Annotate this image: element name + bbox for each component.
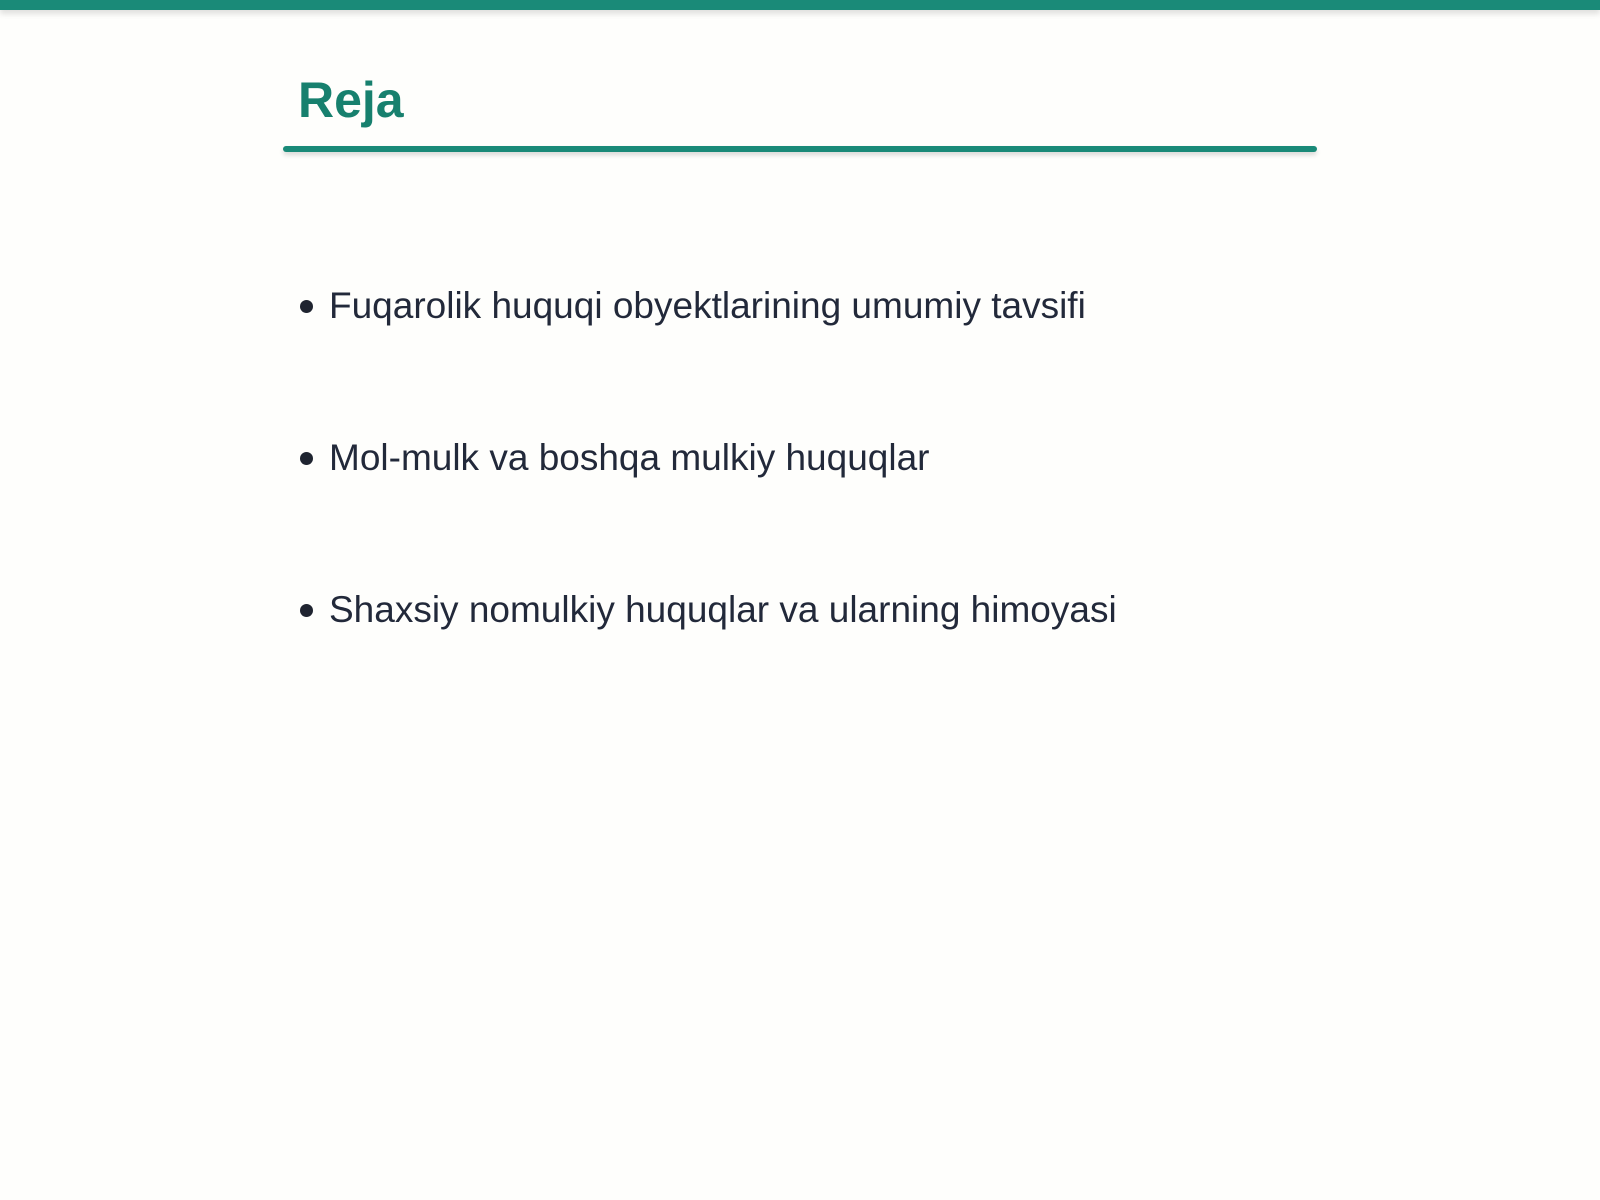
- bullet-icon: [300, 452, 313, 465]
- bullet-text: Mol-mulk va boshqa mulkiy huquqlar: [329, 437, 930, 478]
- bullet-icon: [300, 300, 313, 313]
- bullet-text: Fuqarolik huquqi obyektlarining umumiy tavsifi: [329, 285, 1086, 326]
- bullet-list: [300, 280, 1117, 736]
- top-accent-bar: [0, 0, 1600, 10]
- list-item: [300, 280, 1117, 332]
- title-underline: [283, 146, 1317, 152]
- bullet-text: Shaxsiy nomulkiy huquqlar va ularning himoyasi: [329, 589, 1117, 630]
- list-item: [300, 432, 1117, 484]
- bullet-icon: [300, 604, 313, 617]
- list-item: [300, 584, 1117, 636]
- slide-title: Reja: [298, 72, 404, 128]
